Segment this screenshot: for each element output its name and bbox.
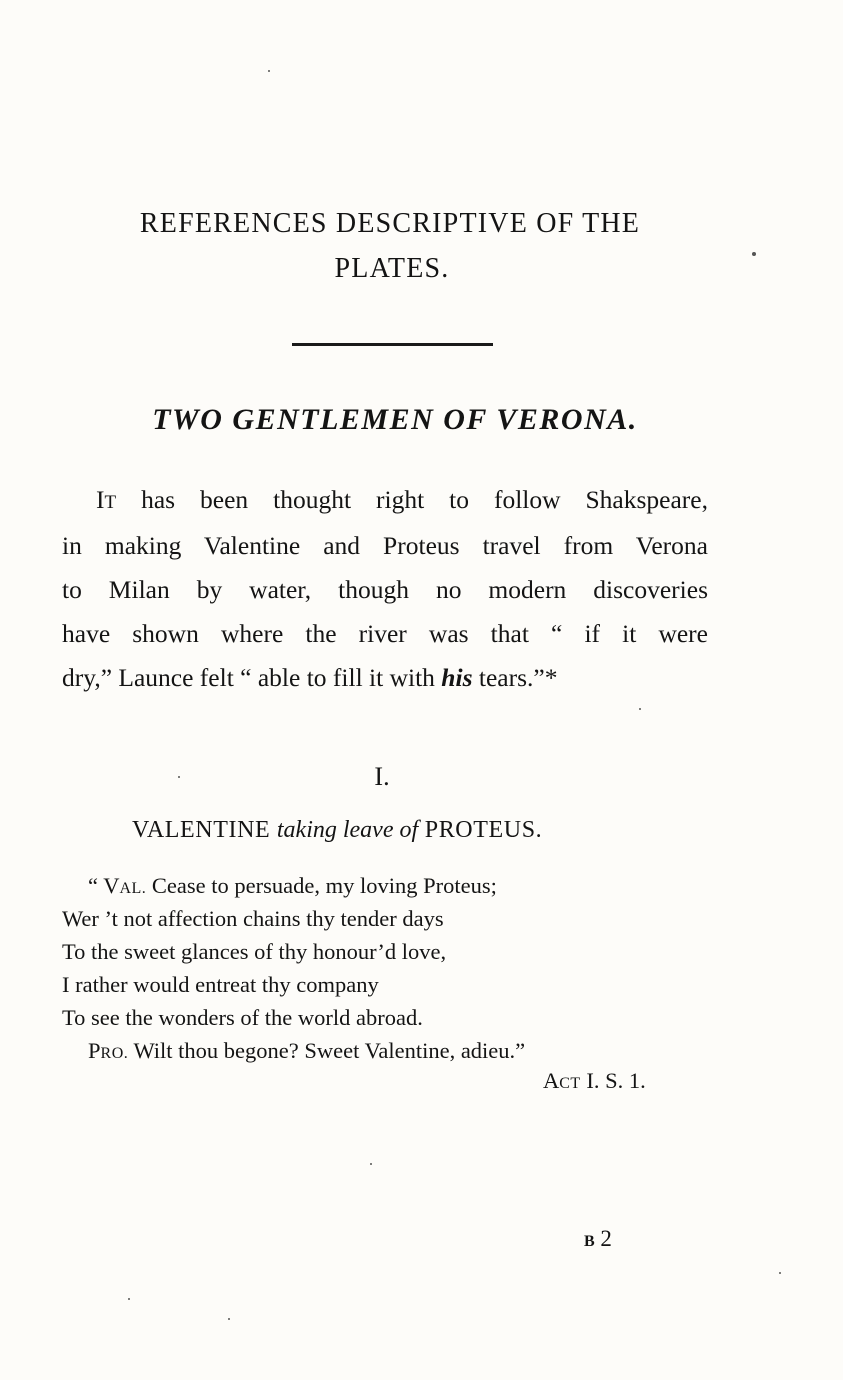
paragraph-line-4: have shown where the river was that “ if it were — [62, 619, 708, 648]
paragraph-line-1-text: has been thought right to follow Shakspeare, — [116, 485, 708, 514]
plate-title-start: VALENTINE — [132, 817, 277, 843]
act-scene-text: I. S. 1. — [580, 1068, 646, 1093]
verse-line-4: I rather would entreat thy company — [62, 972, 379, 997]
play-title: TWO GENTLEMEN OF VERONA. — [152, 403, 638, 436]
speaker-val-rest: AL. — [119, 880, 147, 897]
small-caps-rest: T — [104, 492, 117, 513]
paragraph-line-1 — [62, 478, 708, 525]
verse-line-6-text: Wilt thou begone? Sweet Valentine, adieu.” — [128, 1038, 526, 1063]
paragraph-line-5-italic: his — [441, 663, 473, 692]
paragraph-line-2: in making Valentine and Proteus travel from Verona — [62, 531, 708, 560]
verse-line-1-text: Cease to persuade, my loving Proteus; — [146, 873, 497, 898]
paragraph-line-5 — [62, 656, 708, 700]
paper-speck — [639, 708, 641, 710]
paragraph-line-5-start: dry,” Launce felt “ able to fill it with — [62, 663, 442, 692]
section-heading-line-1: REFERENCES DESCRIPTIVE OF THE — [139, 208, 641, 239]
paper-speck — [178, 776, 180, 778]
signature-mark — [584, 1222, 612, 1259]
verse-line-1 — [88, 869, 497, 905]
verse-line-5: To see the wonders of the world abroad. — [62, 1005, 423, 1030]
signature-number: 2 — [594, 1226, 612, 1251]
act-scene-reference — [543, 1064, 646, 1100]
plate-numeral: I. — [374, 762, 390, 791]
speaker-val-initial: V — [103, 873, 120, 898]
paper-speck — [779, 1272, 781, 1274]
heading-divider-rule — [292, 343, 493, 346]
drop-initial: I — [96, 485, 105, 514]
plate-title-italic: taking leave of — [276, 817, 419, 843]
act-initial: A — [543, 1068, 560, 1093]
verse-line-6 — [88, 1034, 525, 1070]
plate-title-end: PROTEUS. — [418, 817, 543, 843]
paper-speck — [370, 1163, 372, 1165]
paper-speck — [268, 70, 270, 72]
act-rest: CT — [559, 1075, 581, 1092]
verse-open-quote: “ — [88, 873, 104, 898]
verse-line-2: Wer ’t not affection chains thy tender days — [62, 906, 444, 931]
speaker-pro-rest: RO. — [100, 1045, 129, 1062]
paper-speck — [228, 1318, 230, 1320]
section-heading-line-2: PLATES. — [334, 253, 450, 284]
paper-speck — [752, 252, 756, 256]
verse-line-3: To the sweet glances of thy honour’d love, — [62, 939, 447, 964]
paper-speck — [128, 1298, 130, 1300]
signature-letter: B — [584, 1233, 595, 1250]
paragraph-line-5-end: tears.”* — [472, 663, 558, 692]
paragraph-line-3: to Milan by water, though no modern discoveries — [62, 575, 708, 604]
plate-title — [132, 810, 652, 850]
speaker-pro-initial: P — [88, 1038, 101, 1063]
